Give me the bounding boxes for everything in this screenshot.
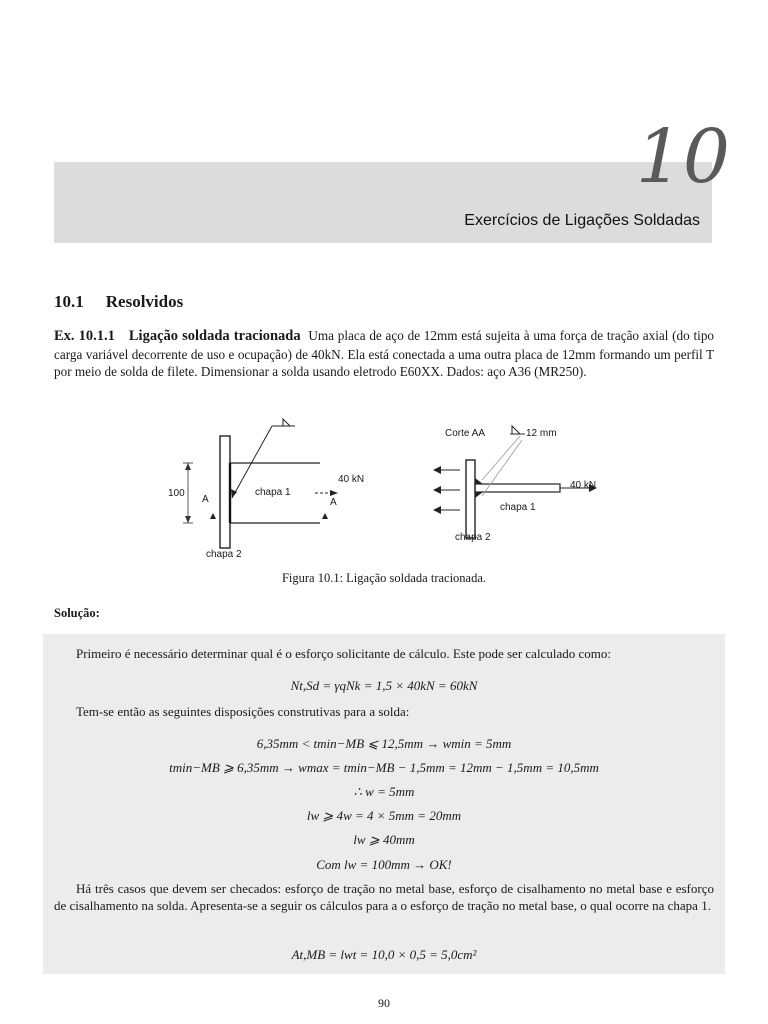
equation-wmax: tmin−MB ⩾ 6,35mm → wmax = tmin−MB − 1,5mm = 12mm − 1,5mm = 10,5mm [169, 760, 599, 775]
equation-lw-min: lw ⩾ 4w = 4 × 5mm = 20mm [306, 808, 462, 823]
chapa1-label: chapa 1 [255, 487, 291, 498]
exercise-statement [54, 327, 714, 381]
equation-design-force: Nt,Sd = γqNk = 1,5 × 40kN = 60kN [290, 678, 478, 693]
equation-lw-ok: Com lw = 100mm → OK! [316, 857, 452, 872]
chapa2-label: chapa 2 [206, 549, 242, 560]
figure-caption: Figura 10.1: Ligação soldada tracionada. [281, 571, 487, 585]
equation-lw-40: lw ⩾ 40mm [353, 832, 415, 847]
fillet-weld-symbol [283, 419, 290, 426]
force-label: 40 kN [338, 474, 365, 485]
section-chapa2-label: chapa 2 [455, 532, 491, 543]
weld-diagram [160, 418, 610, 566]
weld-size-label: 12 mm [526, 428, 557, 439]
section-number: 10.1 [54, 292, 84, 311]
solution-intro: Primeiro é necessário determinar qual é o esforço solicitante de cálculo. Este pode ser calculado como: [76, 646, 611, 661]
weld-figure [160, 418, 610, 566]
section-force-label: 40 kN [570, 480, 597, 491]
page-number: 90 [378, 996, 390, 1010]
section-a-right-label: A [330, 497, 337, 508]
equation-w: ∴ w = 5mm [353, 784, 415, 799]
exercise-text: Uma placa de aço de 12mm está sujeita à uma força de tração axial (do tipo carga variável decorrente de uso e ocupação) de 40kN. Ela está conectada a uma outra placa de 12mm formando um perfil T por meio de solda de filete. Dimensionar a solda usando eletrodo E60XX. Dados: aço A36 (MR250). [54, 328, 715, 380]
section-a-left-label: A [202, 494, 209, 505]
exercise-label: Ex. 10.1.1 [54, 328, 115, 344]
chapter-number: 10 [635, 114, 730, 200]
chapter-banner [54, 162, 712, 243]
section-chapa1-label: chapa 1 [500, 502, 536, 513]
plan-view [168, 419, 364, 560]
section-title: Resolvidos [105, 292, 184, 311]
solution-label: Solução: [54, 606, 100, 620]
chapter-title: Exercícios de Ligações Soldadas [464, 212, 700, 229]
section-plate-2 [466, 460, 475, 538]
force-arrow [330, 490, 338, 496]
corte-label: Corte AA [445, 428, 486, 439]
section-heading [54, 292, 183, 312]
dimension-label: 100 [168, 488, 185, 499]
equation-wmin: 6,35mm < tmin−MB ⩽ 12,5mm → wmin = 5mm [256, 736, 512, 751]
solution-paragraph-2: Tem-se então as seguintes disposições construtivas para a solda: [76, 704, 410, 719]
equation-area: At,MB = lwt = 10,0 × 0,5 = 5,0cm² [291, 947, 477, 962]
section-view [433, 426, 597, 543]
plate-2-rect [220, 436, 230, 548]
exercise-title: Ligação soldada tracionada [128, 328, 301, 344]
solution-paragraph-3: Há três casos que devem ser checados: esforço de tração no metal base, esforço de cisalhamento no metal base e esforço de cisalhamento na solda. Apresenta-se a seguir os cálculos para a o esforço de tração no metal base, o qual ocorre na chapa 1. [54, 881, 714, 913]
